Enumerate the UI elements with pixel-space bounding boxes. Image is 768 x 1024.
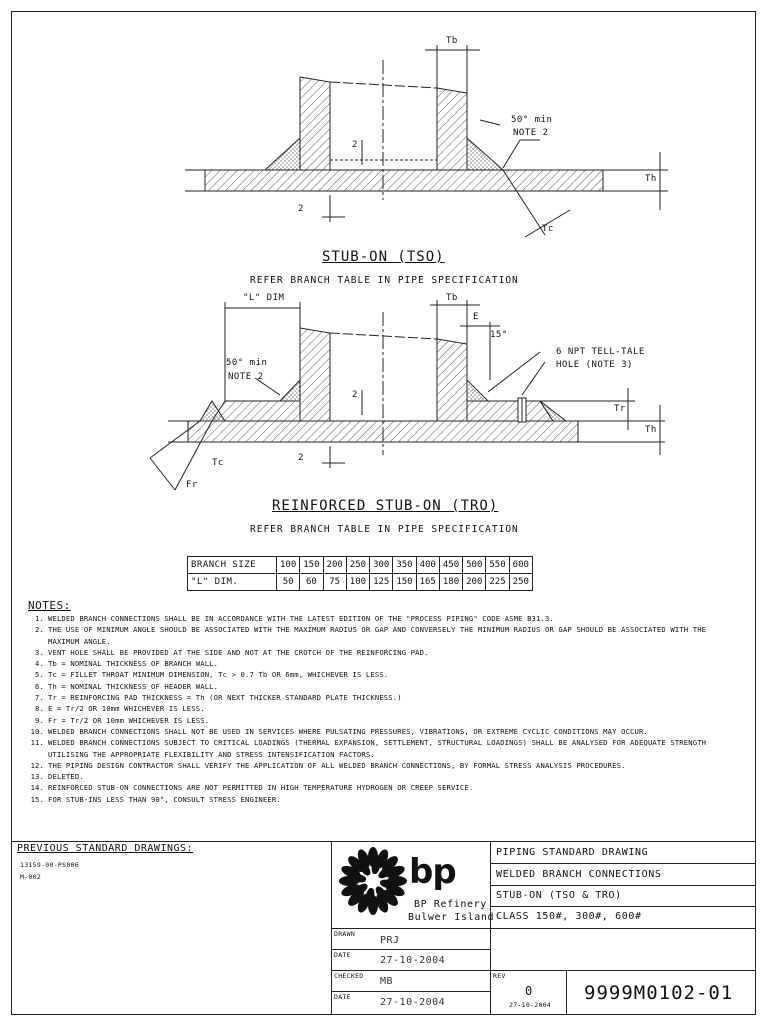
table-row <box>188 557 533 574</box>
note-item: 6. Th = NOMINAL THICKNESS OF HEADER WALL. <box>35 681 219 691</box>
note-item: 5. Tc = FILLET THROAT MINIMUM DIMENSION, Tc > 0.7 Tb OR 6mm, WHICHEVER IS LESS. <box>35 670 389 680</box>
title-line-4: CLASS 150#, 300#, 600# <box>496 911 642 922</box>
tro-weld-left <box>280 380 300 401</box>
tso-note2-label: NOTE 2 <box>513 128 549 138</box>
table-cell: 125 <box>370 574 393 591</box>
tro-fr-label: Fr <box>186 480 198 490</box>
title-line-1: PIPING STANDARD DRAWING <box>496 847 649 858</box>
branch-size-header: BRANCH SIZE <box>188 557 277 574</box>
table-row <box>188 574 533 591</box>
tso-view <box>185 45 668 237</box>
tro-gap-label: 2 <box>352 390 358 400</box>
title-block-top-border <box>11 841 756 842</box>
table-cell: 225 <box>486 574 509 591</box>
note-item: 11. WELDED BRANCH CONNECTIONS SUBJECT TO CRITICAL LOADINGS (THERMAL EXPANSION, SETTLEMENT, STRUCTURAL LOADINGS) SHALL BE ANALYSED FOR ADEQUATE STRENGTH UTILISING THE APPROPRIATE FLEXIBILITY AND STRESS INTENSIFICATION FACTORS. <box>30 738 707 759</box>
tso-angle-label: 50° min <box>511 115 553 125</box>
tro-title: REINFORCED STUB-ON (TRO) <box>272 498 499 514</box>
tso-weld-left <box>265 138 300 170</box>
note-item: 13. DELETED. <box>30 772 84 782</box>
table-cell: 450 <box>439 557 462 574</box>
tro-tell-tale-label-2: HOLE (NOTE 3) <box>556 360 633 370</box>
rev-divider <box>566 970 567 1015</box>
tso-th-label: Th <box>645 174 657 184</box>
title-row-line <box>331 928 490 929</box>
tro-15deg-label: 15° <box>490 330 508 340</box>
bp-logo-text: bp <box>409 852 456 892</box>
table-cell: 400 <box>416 557 439 574</box>
table-cell: 150 <box>393 574 416 591</box>
tso-gap-label: 2 <box>352 140 358 150</box>
title-row-line <box>490 863 756 864</box>
tro-pad-left <box>212 401 300 421</box>
tro-branch-wall-right <box>437 339 467 421</box>
title-row-line <box>331 949 490 950</box>
table-cell: 200 <box>463 574 486 591</box>
tro-note2-label: NOTE 2 <box>228 372 264 382</box>
title-row-line <box>490 885 756 886</box>
tso-header-plate <box>205 170 603 191</box>
company-line-1: BP Refinery <box>414 899 487 910</box>
checked-value: MB <box>380 976 394 987</box>
rev-date: 27-10-2004 <box>509 1001 552 1009</box>
note-item: 10. WELDED BRANCH CONNECTIONS SHALL NOT BE USED IN SERVICES WHERE PULSATING PRESSURES, VIBRATIONS, OR EXTREME CYCLIC CONDITIONS MAY OCCUR. <box>30 726 648 736</box>
table-cell: 50 <box>277 574 300 591</box>
table-cell: 75 <box>323 574 346 591</box>
tso-title: STUB-ON (TSO) <box>322 249 445 265</box>
title-row-line <box>490 906 756 907</box>
note-item: 4. Tb = NOMINAL THICKNESS OF BRANCH WALL. <box>35 659 219 669</box>
tro-e-label: E <box>473 312 479 322</box>
tro-view <box>150 300 665 490</box>
tro-tb-label: Tb <box>446 293 458 303</box>
previous-drawing-1: 13159-00-PS006 <box>20 861 79 869</box>
table-cell: 550 <box>486 557 509 574</box>
table-cell: 200 <box>323 557 346 574</box>
table-cell: 150 <box>300 557 323 574</box>
note-item: 9. Fr = Tr/2 OR 10mm WHICHEVER IS LESS. <box>35 715 210 725</box>
tro-2-label: 2 <box>298 453 304 463</box>
checked-label: CHECKED <box>334 972 364 980</box>
table-cell: 100 <box>346 574 369 591</box>
note-item: 2. THE USE OF MINIMUM ANGLE SHOULD BE ASSOCIATED WITH THE MAXIMUM RADIUS OR GAP AND CONVERSELY THE MINIMUM RADIUS OR GAP SHOULD BE ASSOCIATED WITH THE MAXIMUM ANGLE. <box>35 625 707 646</box>
l-dim-header: "L" DIM. <box>188 574 277 591</box>
note-item: 3. VENT HOLE SHALL BE PROVIDED AT THE SIDE AND NOT AT THE CROTCH OF THE REINFORCING PAD. <box>35 647 429 657</box>
notes-heading: NOTES: <box>28 599 71 612</box>
title-row-line <box>490 928 756 929</box>
table-cell: 60 <box>300 574 323 591</box>
tro-subtitle: REFER BRANCH TABLE IN PIPE SPECIFICATION <box>250 524 519 535</box>
tso-branch-wall-left <box>300 77 330 170</box>
table-cell: 250 <box>509 574 532 591</box>
tso-tb-label: Tb <box>446 36 458 46</box>
title-line-3: STUB-ON (TSO & TRO) <box>496 890 622 901</box>
tso-subtitle: REFER BRANCH TABLE IN PIPE SPECIFICATION <box>250 275 519 286</box>
table-cell: 100 <box>277 557 300 574</box>
branch-table <box>187 556 533 591</box>
tro-branch-wall-left <box>300 328 330 421</box>
rev-label: REV <box>493 972 506 980</box>
note-item: 14. REINFORCED STUB-ON CONNECTIONS ARE NOT PERMITTED IN HIGH TEMPERATURE HYDROGEN OR CREEP SERVICE. <box>30 783 474 793</box>
tso-2-label: 2 <box>298 204 304 214</box>
previous-drawing-2: M-002 <box>20 873 42 881</box>
table-cell: 250 <box>346 557 369 574</box>
table-cell: 300 <box>370 557 393 574</box>
table-cell: 600 <box>509 557 532 574</box>
date-label: DATE <box>334 951 351 959</box>
title-row-line <box>331 970 756 971</box>
note-item: 15. FOR STUB-INS LESS THAN 90°, CONSULT STRESS ENGINEER. <box>30 794 281 804</box>
table-cell: 500 <box>463 557 486 574</box>
tro-weld-right <box>467 380 488 401</box>
drawn-label: DRAWN <box>334 930 356 938</box>
drawn-value: PRJ <box>380 935 400 946</box>
rev-value: 0 <box>525 984 533 998</box>
tro-tr-label: Tr <box>614 404 626 414</box>
tro-tc-label: Tc <box>212 458 224 468</box>
company-line-2: Bulwer Island <box>408 912 495 923</box>
tro-angle-label: 50° min <box>226 358 268 368</box>
note-item: 7. Tr = REINFORCING PAD THICKNESS = Th (OR NEXT THICKER STANDARD PLATE THICKNESS.) <box>35 693 402 703</box>
date-value: 27-10-2004 <box>380 955 446 966</box>
notes-list <box>28 613 728 805</box>
tro-l-dim-label: "L" DIM <box>243 293 285 303</box>
note-item: 1. WELDED BRANCH CONNECTIONS SHALL BE IN ACCORDANCE WITH THE LATEST EDITION OF THE "PROCESS PIPING" CODE ASME B31.3. <box>35 614 554 623</box>
title-line-2: WELDED BRANCH CONNECTIONS <box>496 869 662 880</box>
note-item: 8. E = Tr/2 OR 10mm WHICHEVER IS LESS. <box>35 704 205 714</box>
title-row-line <box>331 991 490 992</box>
table-cell: 180 <box>439 574 462 591</box>
tro-tell-tale-label-1: 6 NPT TELL-TALE <box>556 347 645 357</box>
table-cell: 350 <box>393 557 416 574</box>
tro-th-label: Th <box>645 425 657 435</box>
drawing-number: 9999M0102-01 <box>584 982 734 1004</box>
tro-pad-right <box>467 401 553 421</box>
bp-helios-logo-icon <box>335 845 411 917</box>
previous-drawings-heading: PREVIOUS STANDARD DRAWINGS: <box>17 843 194 854</box>
tso-tc-label: Tc <box>542 224 554 234</box>
tso-branch-wall-right <box>437 88 467 170</box>
note-item: 12. THE PIPING DESIGN CONTRACTOR SHALL VERIFY THE APPLICATION OF ALL WELDED BRANCH CONNECTIONS, BY FORMAL STRESS ANALYSIS PROCEDURES. <box>30 760 626 770</box>
table-cell: 165 <box>416 574 439 591</box>
date2-label: DATE <box>334 993 351 1001</box>
date2-value: 27-10-2004 <box>380 997 446 1008</box>
tso-weld-right <box>467 138 503 170</box>
